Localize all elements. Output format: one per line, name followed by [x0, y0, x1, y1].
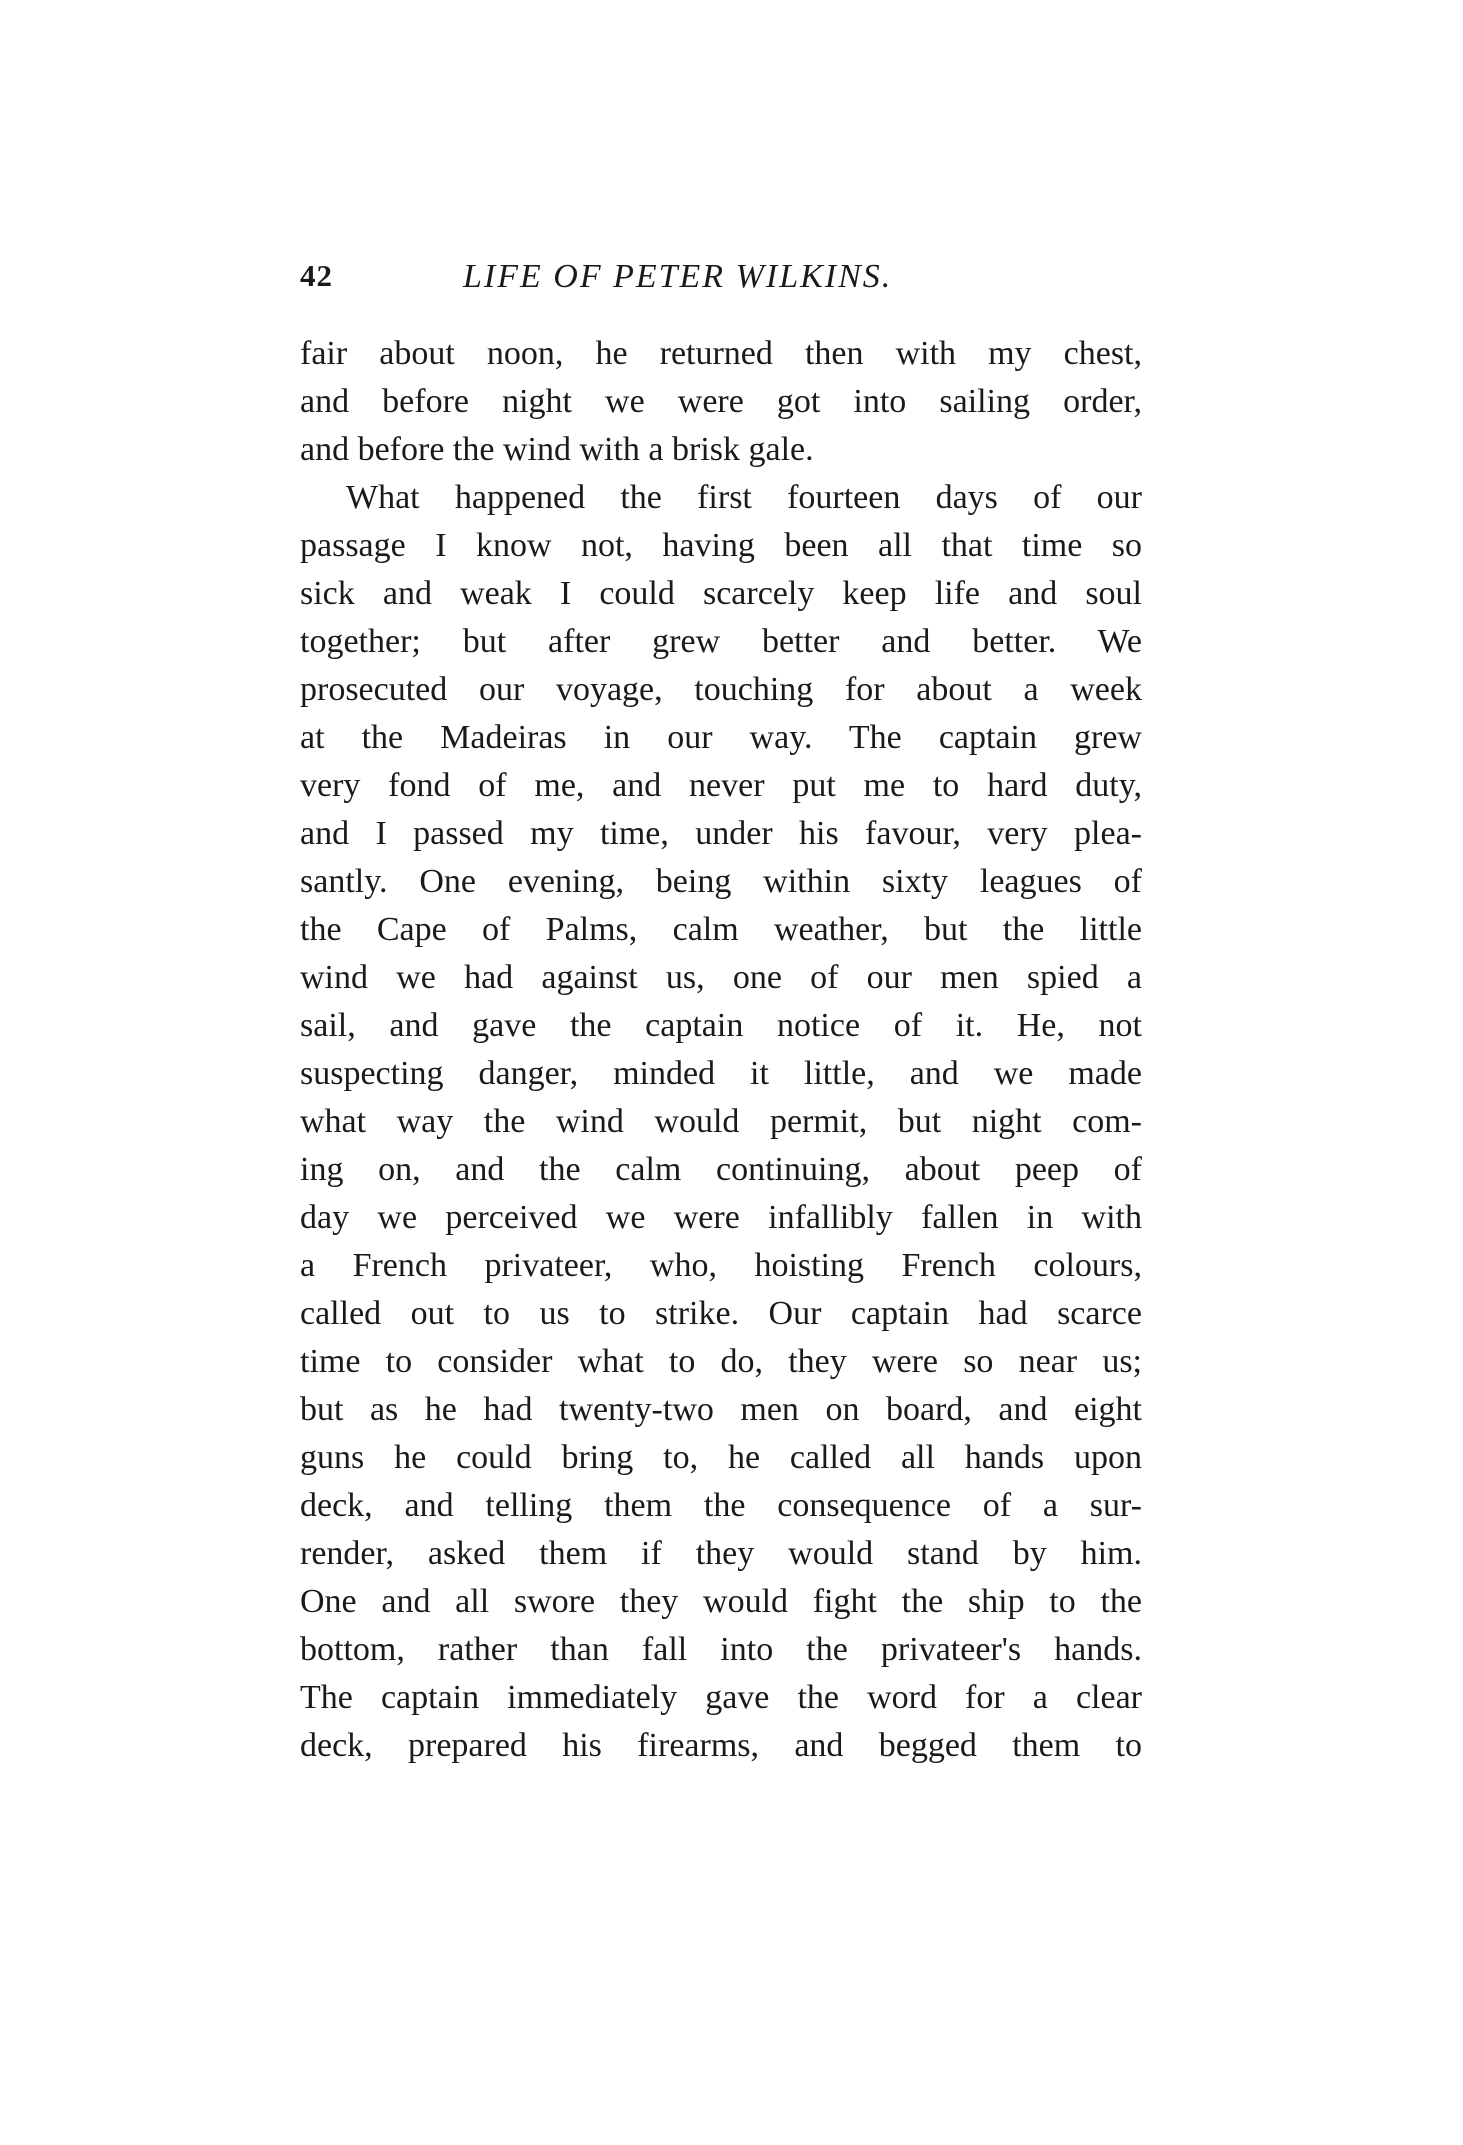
text-line: a French privateer, who, hoisting French colours, [300, 1247, 1142, 1284]
text-line: prosecuted our voyage, touching for about a week [300, 671, 1142, 708]
text-line: what way the wind would permit, but night com- [300, 1103, 1142, 1140]
text-line: The captain immediately gave the word for a clear [300, 1679, 1142, 1716]
text-line: called out to us to strike. Our captain had scarce [300, 1295, 1142, 1332]
text-line: very fond of me, and never put me to hard duty, [300, 767, 1142, 804]
text-line: render, asked them if they would stand by him. [300, 1535, 1142, 1572]
page-number: 42 [300, 258, 333, 293]
text-line: guns he could bring to, he called all hands upon [300, 1439, 1142, 1476]
text-line: time to consider what to do, they were so near us; [300, 1343, 1142, 1380]
text-line: and before the wind with a brisk gale. [300, 431, 814, 468]
text-line: bottom, rather than fall into the privateer's hands. [300, 1631, 1142, 1668]
text-line: and before night we were got into sailing order, [300, 383, 1142, 420]
text-line: fair about noon, he returned then with my chest, [300, 335, 1142, 372]
text-line: together; but after grew better and better. We [300, 623, 1142, 660]
running-title: LIFE OF PETER WILKINS. [463, 258, 893, 295]
page-header [300, 258, 1160, 298]
text-line: suspecting danger, minded it little, and we made [300, 1055, 1142, 1092]
body-text [300, 330, 1142, 1770]
text-line: day we perceived we were infallibly fallen in with [300, 1199, 1142, 1236]
text-line: at the Madeiras in our way. The captain grew [300, 719, 1142, 756]
text-line: sick and weak I could scarcely keep life and soul [300, 575, 1142, 612]
text-line: passage I know not, having been all that time so [300, 527, 1142, 564]
text-line: ing on, and the calm continuing, about peep of [300, 1151, 1142, 1188]
text-line: What happened the first fourteen days of our [346, 479, 1142, 516]
text-line: One and all swore they would fight the ship to the [300, 1583, 1142, 1620]
text-line: and I passed my time, under his favour, very plea- [300, 815, 1142, 852]
text-line: sail, and gave the captain notice of it. He, not [300, 1007, 1142, 1044]
text-line: but as he had twenty-two men on board, and eight [300, 1391, 1142, 1428]
text-line: the Cape of Palms, calm weather, but the little [300, 911, 1142, 948]
text-line: wind we had against us, one of our men spied a [300, 959, 1142, 996]
text-line: deck, and telling them the consequence of a sur- [300, 1487, 1142, 1524]
text-line: deck, prepared his firearms, and begged them to [300, 1727, 1142, 1764]
text-line: santly. One evening, being within sixty leagues of [300, 863, 1142, 900]
